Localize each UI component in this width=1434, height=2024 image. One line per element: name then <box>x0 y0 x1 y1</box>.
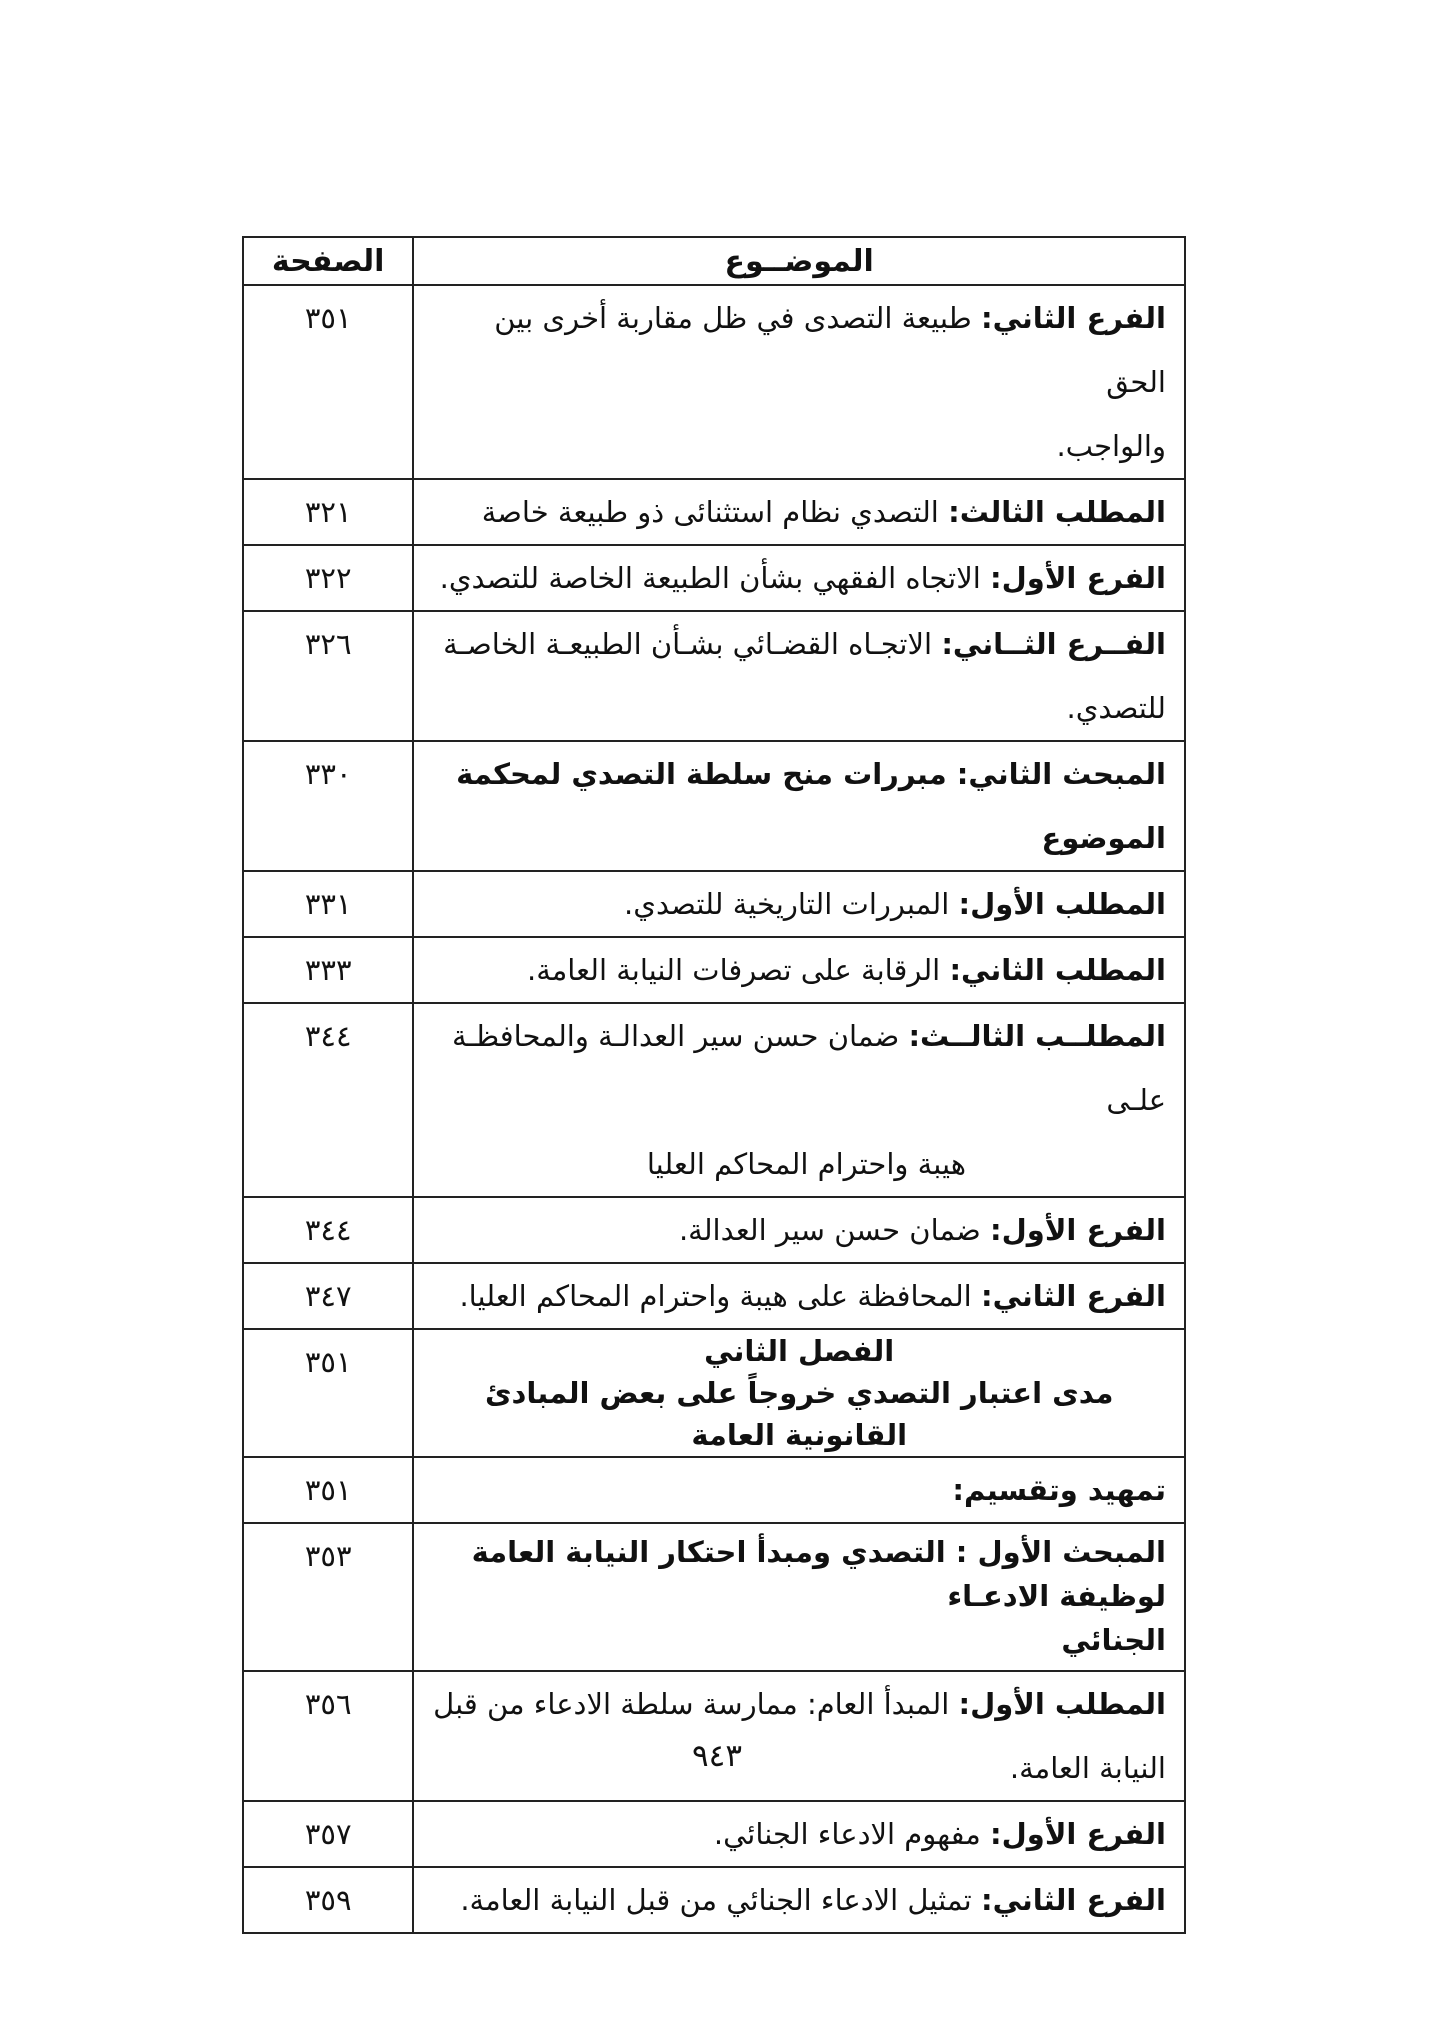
row-page: ٣٥٩ <box>243 1867 413 1933</box>
row-page: ٣٢٦ <box>243 611 413 741</box>
table-row <box>243 1003 1185 1197</box>
row-label: المطلب الثالث: <box>948 495 1166 529</box>
row-page: ٣٣١ <box>243 871 413 937</box>
row-text: مفهوم الادعاء الجنائي. <box>713 1817 991 1851</box>
table-row <box>243 545 1185 611</box>
table-row <box>243 1263 1185 1329</box>
row-page: ٣٥١ <box>243 285 413 479</box>
page-number: ٩٤٣ <box>692 1738 742 1774</box>
row-page: ٣٣٣ <box>243 937 413 1003</box>
row-page: ٣٤٤ <box>243 1197 413 1263</box>
row-text-continuation: هيبة واحترام المحاكم العليا <box>646 1147 966 1181</box>
row-page: ٣٤٤ <box>243 1003 413 1197</box>
header-topic: الموضــوع <box>413 237 1185 285</box>
row-text: الاتجـاه القضـائي بشـأن الطبيعـة الخاصـة <box>443 627 942 661</box>
row-label: الفرع الأول: <box>990 1213 1166 1247</box>
row-label: تمهيد وتقسيم: <box>952 1473 1166 1507</box>
row-text: التصدي نظام استثنائى ذو طبيعة خاصة <box>481 495 949 529</box>
table-row <box>243 1523 1185 1671</box>
row-topic <box>413 1457 1185 1523</box>
chapter-title: الفصل الثاني <box>704 1334 895 1368</box>
row-page: ٣٤٧ <box>243 1263 413 1329</box>
row-label: المبحث الأول : <box>955 1535 1166 1569</box>
row-topic <box>413 1523 1185 1671</box>
table-row <box>243 1457 1185 1523</box>
row-text: المحافظة على هيبة واحترام المحاكم العليا. <box>459 1279 981 1313</box>
row-label: الفرع الأول: <box>990 561 1166 595</box>
row-label: المبحث الثاني: <box>956 757 1166 791</box>
row-topic <box>413 871 1185 937</box>
row-label: الفرع الثاني: <box>980 1279 1166 1313</box>
chapter-subtitle: مدى اعتبار التصدي خروجاً على بعض المبادئ القانونية العامة <box>484 1376 1114 1452</box>
row-text: ضمان حسن سير العدالـة والمحافظـة علـى <box>451 1019 1166 1117</box>
row-label: الفــرع الثــاني: <box>941 627 1166 661</box>
row-page: ٣٥٧ <box>243 1801 413 1867</box>
row-page: ٣٣٠ <box>243 741 413 871</box>
row-topic <box>413 741 1185 871</box>
row-page: ٣٥١ <box>243 1329 413 1457</box>
row-topic <box>413 479 1185 545</box>
row-text: المبررات التاريخية للتصدي. <box>624 887 959 921</box>
row-text: الاتجاه الفقهي بشأن الطبيعة الخاصة للتصدي. <box>439 561 991 595</box>
row-label: المطلــب الثالــث: <box>908 1019 1166 1053</box>
row-page: ٣٢١ <box>243 479 413 545</box>
table-row <box>243 1671 1185 1801</box>
table-row <box>243 479 1185 545</box>
row-page: ٣٥٦ <box>243 1671 413 1801</box>
row-text-continuation: والواجب. <box>1056 429 1166 463</box>
row-topic <box>413 1671 1185 1801</box>
table-row <box>243 1197 1185 1263</box>
row-text-continuation: النيابة العامة. <box>1009 1751 1166 1785</box>
row-topic <box>413 1197 1185 1263</box>
table-row <box>243 1867 1185 1933</box>
row-text: المبدأ العام: ممارسة سلطة الادعاء من قبل <box>433 1687 959 1721</box>
row-text: تمثيل الادعاء الجنائي من قبل النيابة العامة. <box>460 1883 981 1917</box>
row-topic <box>413 611 1185 741</box>
row-label: الفرع الأول: <box>990 1817 1166 1851</box>
table-row <box>243 871 1185 937</box>
row-topic <box>413 1003 1185 1197</box>
row-topic <box>413 1867 1185 1933</box>
table-row <box>243 1801 1185 1867</box>
table-row <box>243 1329 1185 1457</box>
row-label: المطلب الثاني: <box>949 953 1166 987</box>
row-topic <box>413 545 1185 611</box>
row-page: ٣٥١ <box>243 1457 413 1523</box>
row-text-continuation: الجنائي <box>1061 1623 1166 1657</box>
row-label: الفرع الثاني: <box>980 1883 1166 1917</box>
row-topic <box>413 1263 1185 1329</box>
row-label: المطلب الأول: <box>958 1687 1166 1721</box>
table-of-contents <box>242 236 1186 1934</box>
row-label: الفرع الثاني: <box>980 301 1166 335</box>
table-row <box>243 741 1185 871</box>
row-text: طبيعة التصدى في ظل مقاربة أخرى بين الحق <box>494 301 1166 399</box>
row-text: الرقابة على تصرفات النيابة العامة. <box>526 953 950 987</box>
table-row <box>243 937 1185 1003</box>
row-page: ٣٥٣ <box>243 1523 413 1671</box>
header-page: الصفحة <box>243 237 413 285</box>
row-topic <box>413 937 1185 1003</box>
row-text-continuation: للتصدي. <box>1066 691 1166 725</box>
row-page: ٣٢٢ <box>243 545 413 611</box>
chapter-heading <box>413 1329 1185 1457</box>
row-text: التصدي ومبدأ احتكار النيابة العامة لوظيفة الادعـاء <box>471 1535 1166 1613</box>
row-topic <box>413 285 1185 479</box>
row-topic <box>413 1801 1185 1867</box>
table-row <box>243 285 1185 479</box>
row-text: مبررات منح سلطة التصدي لمحكمة الموضوع <box>456 757 1166 855</box>
row-text: ضمان حسن سير العدالة. <box>678 1213 991 1247</box>
table-row <box>243 611 1185 741</box>
row-label: المطلب الأول: <box>958 887 1166 921</box>
table-header-row <box>243 237 1185 285</box>
